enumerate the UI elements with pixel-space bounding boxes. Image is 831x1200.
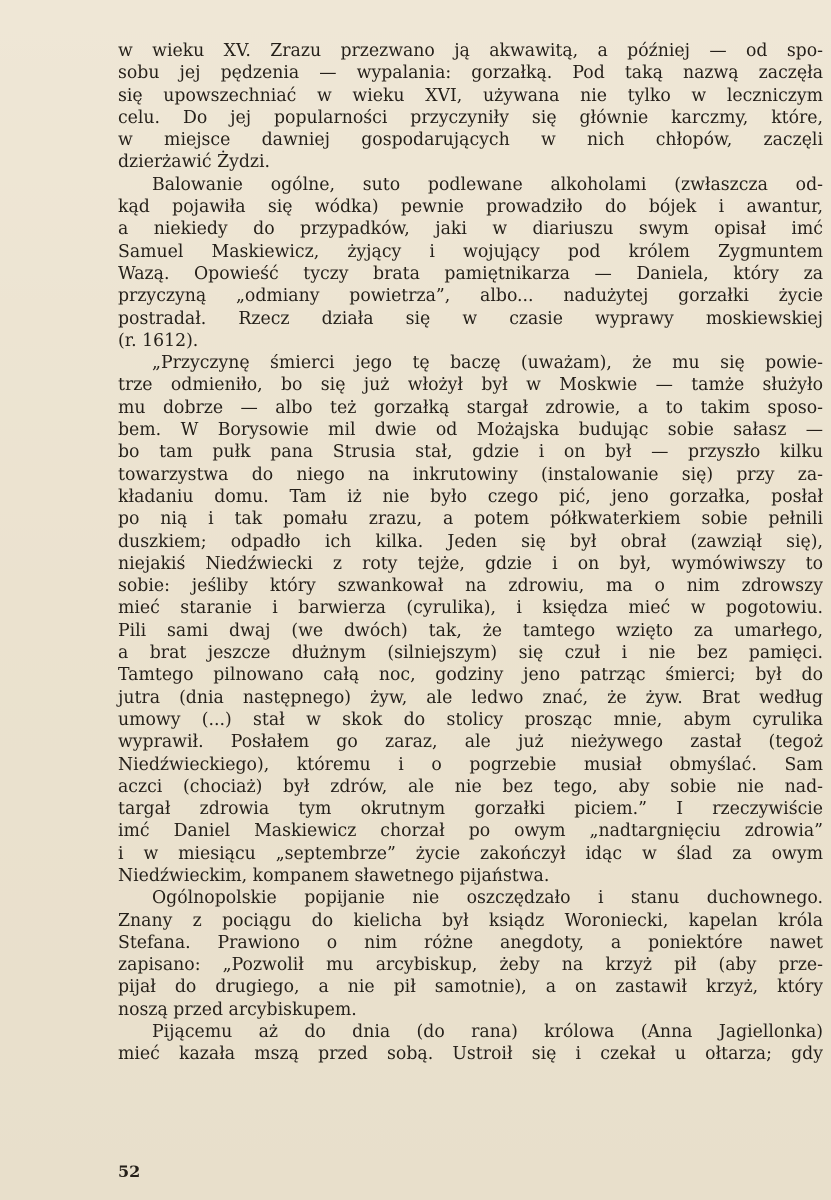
text-line: Stefana. Prawiono o nim różne anegdoty, a poniektóre nawet bbox=[118, 932, 823, 953]
text-line: dzierżawić Żydzi. bbox=[118, 152, 271, 173]
text-line: bo tam pułk pana Strusia stał, gdzie i on był — przyszło kilku bbox=[118, 442, 823, 463]
text-line: kładaniu domu. Tam iż nie było czego pić, jeno gorzałka, posłał bbox=[118, 486, 823, 507]
text-line: przyczyną „odmiany powietrza”, albo... nadużytej gorzałki życie bbox=[118, 286, 823, 307]
text-line: imć Daniel Maskiewicz chorzał po owym „nadtargnięciu zdrowia” bbox=[118, 821, 823, 842]
text-line: jutra (dnia następnego) żyw, ale ledwo znać, że żyw. Brat według bbox=[118, 687, 823, 708]
text-line: mieć staranie i barwierza (cyrulika), i księdza mieć w pogotowiu. bbox=[118, 598, 823, 619]
paragraph-4 bbox=[118, 887, 823, 1021]
text-line: sobie: jeśliby który szwankował na zdrowiu, ma o nim zdrowszy bbox=[118, 576, 823, 597]
text-line: sobu jej pędzenia — wypalania: gorzałką. Pod taką nazwą zaczęła bbox=[118, 63, 823, 84]
paragraph-5 bbox=[118, 1021, 823, 1066]
text-line: a brat jeszcze dłużnym (silniejszym) się czuł i nie bez pamięci. bbox=[118, 643, 823, 664]
text-line: i w miesiącu „septembrze” życie zakończył idąc w ślad za owym bbox=[118, 843, 823, 864]
text-line: Wazą. Opowieść tyczy brata pamiętnikarza — Daniela, który za bbox=[118, 263, 823, 284]
text-line: bem. W Borysowie mil dwie od Możajska budując sobie sałasz — bbox=[118, 420, 823, 441]
text-line: aczci (chociaż) był zdrów, ale nie bez tego, aby sobie nie nad- bbox=[118, 776, 823, 797]
text-line: postradał. Rzecz działa się w czasie wyprawy moskiewskiej bbox=[118, 308, 823, 329]
text-line: (r. 1612). bbox=[118, 330, 199, 351]
text-line: mu dobrze — albo też gorzałką stargał zdrowie, a to takim sposo- bbox=[118, 397, 823, 418]
text-line: „Przyczynę śmierci jego tę baczę (uważam), że mu się powie- bbox=[152, 353, 823, 374]
text-line: kąd pojawiła się wódka) pewnie prowadziło do bójek i awantur, bbox=[118, 197, 823, 218]
text-line: Niedźwieckiego), któremu i o pogrzebie musiał obmyślać. Sam bbox=[118, 754, 823, 775]
text-line: Balowanie ogólne, suto podlewane alkoholami (zwłaszcza od- bbox=[152, 174, 823, 195]
text-line: po nią i tak pomału zrazu, a potem półkwaterkiem sobie pełnili bbox=[118, 509, 823, 530]
text-line: zapisano: „Pozwolił mu arcybiskup, żeby na krzyż pił (aby prze- bbox=[118, 955, 823, 976]
text-line: Niedźwieckim, kompanem sławetnego pijaństwa. bbox=[118, 865, 550, 886]
paragraph-2 bbox=[118, 174, 823, 352]
text-line: niejakiś Niedźwiecki z roty tejże, gdzie i on był, wymówiwszy to bbox=[118, 553, 823, 574]
text-line: Tamtego pilnowano całą noc, godziny jeno patrząc śmierci; był do bbox=[118, 665, 823, 686]
text-line: trze odmieniło, bo się już włożył był w Moskwie — tamże służyło bbox=[118, 375, 823, 396]
text-line: wyprawił. Posłałem go zaraz, ale już nieżywego zastał (tegoż bbox=[118, 732, 823, 753]
text-line: Pijącemu aż do dnia (do rana) królowa (Anna Jagiellonka) bbox=[152, 1022, 823, 1043]
text-line: Ogólnopolskie popijanie nie oszczędzało i stanu duchownego. bbox=[152, 888, 823, 909]
text-line: Znany z pociągu do kielicha był ksiądz Woroniecki, kapelan króla bbox=[118, 910, 823, 931]
text-line: a niekiedy do przypadków, jaki w diariuszu swym opisał imć bbox=[118, 219, 823, 240]
text-line: w miejsce dawniej gospodarujących w nich chłopów, zaczęli bbox=[118, 130, 823, 151]
text-line: Pili sami dwaj (we dwóch) tak, że tamtego wzięto za umarłego, bbox=[118, 620, 823, 641]
text-line: się upowszechniać w wieku XVI, używana nie tylko w leczniczym bbox=[118, 85, 823, 106]
text-line: Samuel Maskiewicz, żyjący i wojujący pod królem Zygmuntem bbox=[118, 241, 823, 262]
text-line: pijał do drugiego, a nie pił samotnie), a on zastawił krzyż, który bbox=[118, 977, 823, 998]
text-line: targał zdrowia tym okrutnym gorzałki piciem.” I rzeczywiście bbox=[118, 799, 823, 820]
text-line: celu. Do jej popularności przyczyniły się głównie karczmy, które, bbox=[118, 107, 823, 128]
text-line: umowy (...) stał w skok do stolicy prosząc mnie, abym cyrulika bbox=[118, 709, 823, 730]
body-text bbox=[118, 40, 823, 1066]
paragraph-1 bbox=[118, 40, 823, 174]
page-number: 52 bbox=[118, 1162, 141, 1181]
text-line: duszkiem; odpadło ich kilka. Jeden się był obrał (zawziął się), bbox=[118, 531, 823, 552]
text-line: mieć kazała mszą przed sobą. Ustroił się i czekał u ołtarza; gdy bbox=[118, 1044, 823, 1065]
text-line: w wieku XV. Zrazu przezwano ją akwawitą, a później — od spo- bbox=[118, 41, 823, 61]
text-line: noszą przed arcybiskupem. bbox=[118, 999, 357, 1020]
paragraph-3-quote bbox=[118, 352, 823, 887]
text-line: towarzystwa do niego na inkrutowiny (instalowanie się) przy za- bbox=[118, 464, 823, 485]
